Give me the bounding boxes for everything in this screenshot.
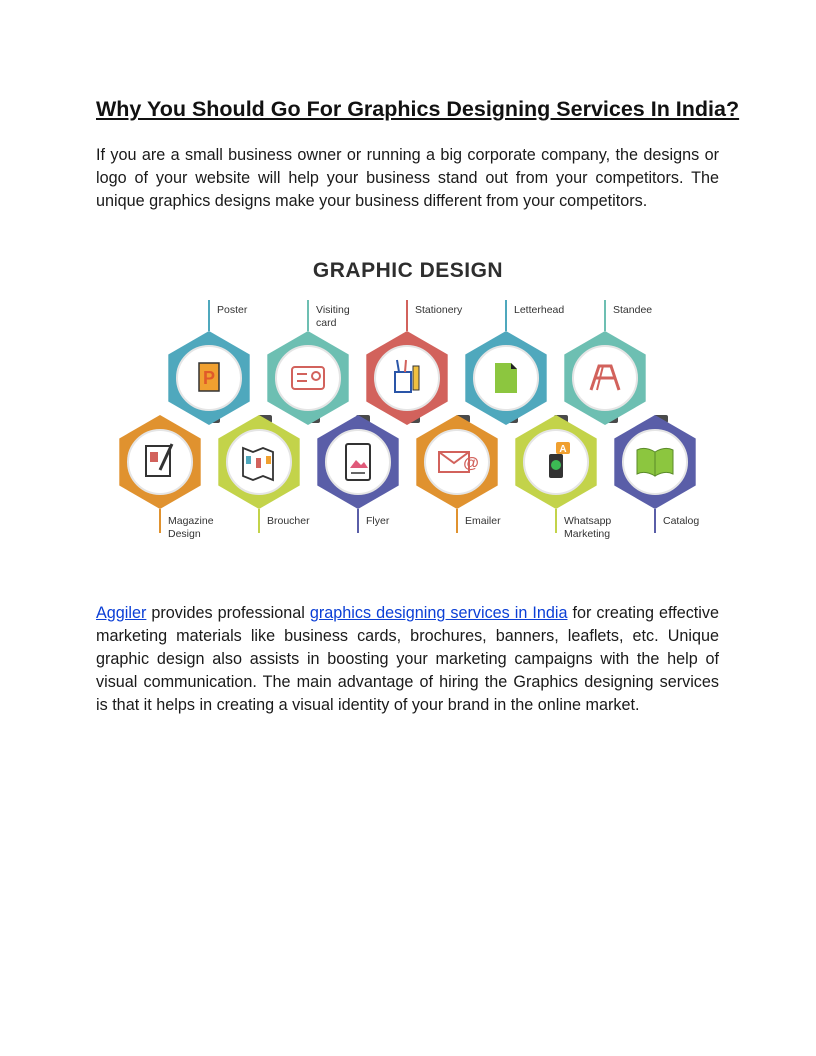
- hex-label: Magazine: [168, 515, 214, 527]
- flyer-icon: [346, 444, 370, 480]
- aggiler-link[interactable]: Aggiler: [96, 604, 147, 622]
- svg-text:@: @: [463, 455, 479, 472]
- services-text-1: provides professional: [146, 604, 310, 622]
- hex-label: Flyer: [366, 515, 390, 527]
- hex-tile-broucher: [218, 415, 310, 533]
- hex-label: Broucher: [267, 515, 310, 527]
- hex-tile-magazine: [119, 415, 213, 540]
- hex-label-line2: card: [316, 317, 337, 329]
- svg-text:P: P: [202, 368, 216, 388]
- hex-tile-catalog: [614, 415, 699, 533]
- hex-label: Visiting: [316, 304, 350, 316]
- hex-label: Letterhead: [514, 304, 565, 316]
- hex-tile-whatsapp: [515, 415, 611, 540]
- hex-tile-flyer: [317, 415, 398, 533]
- hex-label: Emailer: [465, 515, 501, 527]
- services-text-2: for creating effective marketing materials like business cards, brochures, banners, leaflets, etc. Unique graphic design also assists in boosting your marketing campaigns with the help of visual communication. The main advantage of hiring the Graphics designing services is that it helps in creating a visual identity of your brand in the online market.: [96, 604, 720, 714]
- figure-title: GRAPHIC DESIGN: [312, 259, 504, 282]
- hex-label-line2: Design: [168, 528, 201, 540]
- svg-text:A: A: [559, 444, 567, 455]
- catalog-icon: [637, 448, 673, 476]
- hex-tile-standee: [564, 300, 652, 425]
- poster-icon: [199, 363, 219, 391]
- hex-label: Catalog: [663, 515, 700, 527]
- hex-tile-stationery: [366, 300, 463, 425]
- emailer-icon: [439, 452, 479, 472]
- hex-label-line2: Marketing: [564, 528, 611, 540]
- page-title: Why You Should Go For Graphics Designing Services In India?: [96, 97, 740, 121]
- hex-label: Stationery: [415, 304, 463, 316]
- hex-label: Whatsapp: [564, 515, 612, 527]
- intro-paragraph: If you are a small business owner or running a big corporate company, the designs or logo of your website will help your business stand out from your competitors. The unique graphics designs make your business different from your competitors.: [96, 146, 719, 210]
- hex-tile-poster: [168, 300, 249, 425]
- brochure-icon: [243, 448, 273, 480]
- hex-label: Poster: [217, 304, 248, 316]
- magazine-icon: [146, 444, 172, 476]
- hex-tile-letterhead: [465, 300, 564, 425]
- letterhead-icon: [495, 363, 517, 393]
- hex-tile-visiting: [267, 300, 350, 425]
- hex-label: Standee: [613, 304, 653, 316]
- graphics-services-link[interactable]: graphics designing services in India: [309, 604, 568, 622]
- hex-tile-emailer: [416, 415, 501, 533]
- graphic-design-figure: [106, 250, 710, 545]
- services-paragraph: [96, 602, 719, 717]
